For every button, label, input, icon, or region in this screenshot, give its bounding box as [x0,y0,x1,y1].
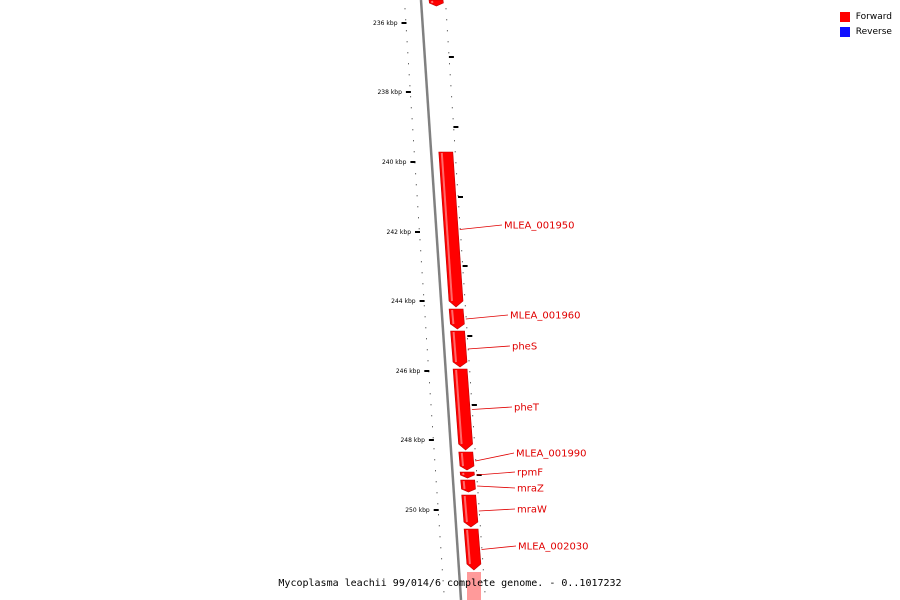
tick-mark-left [402,22,407,24]
gene-label[interactable]: rpmF [517,467,543,479]
guide-dot [406,30,407,31]
guide-dot [414,151,415,152]
guide-dot [472,415,473,416]
guide-dot [465,305,466,306]
guide-dot [473,426,474,427]
guide-dot [454,140,455,141]
guide-dot [462,261,463,262]
tick-label: 248 kbp [400,437,425,444]
guide-dot [438,514,439,515]
tick-mark-left [420,300,425,302]
tick-label: 246 kbp [395,368,421,375]
guide-dot [409,85,410,86]
guide-dot [461,250,462,251]
guide-dot [481,547,482,548]
legend [840,9,892,39]
guide-dot [484,591,485,592]
guide-dot [411,107,412,108]
guide-dot [440,536,441,537]
guide-dot [463,283,464,284]
gene-leader-line [476,472,515,475]
guide-dot [476,470,477,471]
gene-label[interactable]: pheT [514,402,539,414]
guide-dot [420,250,421,251]
gene-leader-line [475,453,514,461]
guide-dot [446,8,447,9]
tick-mark-left [424,370,429,372]
guide-dot [422,283,423,284]
tick-mark-right [449,56,454,58]
guide-dot [464,294,465,295]
tick-mark-left [429,439,434,441]
guide-dot [417,195,418,196]
guide-dot [435,470,436,471]
tick-mark-right [467,335,472,337]
guide-dot [447,30,448,31]
guide-dot [440,547,441,548]
forward-swatch [840,12,850,22]
guide-dot [442,569,443,570]
guide-dot [408,63,409,64]
guide-dot [455,162,456,163]
guide-dot [425,327,426,328]
guide-dot [437,492,438,493]
gene-shade [452,310,453,324]
guide-dot [471,393,472,394]
guide-dot [418,217,419,218]
guide-dot [443,591,444,592]
guide-dot [457,184,458,185]
guide-dot [421,261,422,262]
guide-dot [429,382,430,383]
guide-dot [450,85,451,86]
guide-dot [458,206,459,207]
guide-dot [432,426,433,427]
guide-dot [455,151,456,152]
guide-dot [466,316,467,317]
tick-label: 240 kbp [381,159,407,166]
map-caption: Mycoplasma leachii 99/014/6 complete genome. - 0..1017232 [278,578,622,589]
guide-dot [477,481,478,482]
tick-mark-left [410,161,415,163]
guide-dot [436,481,437,482]
guide-dot [416,184,417,185]
gene-leader-line [479,509,515,511]
tick-mark-right [458,196,463,198]
tick-mark-right [472,404,477,406]
gene-label[interactable]: mraZ [517,483,544,495]
guide-dot [449,63,450,64]
guide-dot [420,239,421,240]
gene-label[interactable]: MLEA_001950 [504,220,575,232]
tick-mark-left [406,91,411,93]
guide-dot [407,41,408,42]
guide-dot [431,415,432,416]
guide-dot [441,558,442,559]
gene-label[interactable]: mraW [517,504,547,516]
guide-dot [448,52,449,53]
gene-leader-line [482,546,517,550]
guide-dot [428,360,429,361]
gene-label[interactable]: MLEA_002030 [518,541,589,553]
guide-dot [463,272,464,273]
guide-dot [451,96,452,97]
guide-dot [475,448,476,449]
guide-dot [481,536,482,537]
guide-dot [474,437,475,438]
guide-dot [417,206,418,207]
gene-arrow-partial[interactable] [429,0,443,6]
guide-dot [424,305,425,306]
legend-item-forward [840,9,892,24]
guide-dot [437,503,438,504]
gene-shade [464,481,465,489]
guide-dot [446,19,447,20]
guide-dot [407,52,408,53]
guide-dot [419,228,420,229]
guide-dot [467,338,468,339]
legend-label-reverse: Reverse [855,26,892,37]
gene-leader-line [460,225,502,230]
gene-label[interactable]: MLEA_001990 [516,448,587,460]
guide-dot [412,129,413,130]
guide-dot [431,404,432,405]
tick-label: 250 kbp [405,507,430,514]
guide-dot [433,437,434,438]
tick-mark-right [463,265,468,267]
gene-shade [462,453,463,466]
tick-label: 236 kbp [373,20,398,27]
gene-label[interactable]: pheS [512,341,538,353]
guide-dot [469,371,470,372]
gene-leader-line [466,315,508,319]
guide-dot [470,382,471,383]
guide-dot [452,107,453,108]
guide-dot [466,327,467,328]
gene-leader-line [468,346,510,349]
guide-dot [409,74,410,75]
gene-label[interactable]: MLEA_001960 [510,310,581,322]
guide-dot [412,118,413,119]
guide-dot [478,492,479,493]
guide-dot [469,360,470,361]
legend-item-reverse [840,24,892,39]
guide-dot [483,569,484,570]
guide-dot [426,338,427,339]
guide-dot [459,217,460,218]
gene-arrow-rpmF[interactable] [460,472,474,478]
guide-dot [453,129,454,130]
tick-mark-right [453,126,458,128]
guide-dot [415,173,416,174]
legend-label-forward: Forward [855,11,892,22]
tick-mark-left [415,231,420,233]
guide-dot [448,41,449,42]
guide-dot [453,118,454,119]
gene-leader-line [472,407,512,410]
guide-dot [405,8,406,9]
guide-dot [434,448,435,449]
guide-dot [456,173,457,174]
guide-dot [439,525,440,526]
guide-dot [434,459,435,460]
guide-dot [422,272,423,273]
tick-label: 238 kbp [377,89,402,96]
guide-dot [482,558,483,559]
guide-dot [450,74,451,75]
guide-dot [480,525,481,526]
tick-mark-left [434,509,439,511]
guide-dot [405,19,406,20]
gene-leader-line [477,486,515,488]
guide-dot [410,96,411,97]
guide-dot [479,514,480,515]
guide-dot [427,349,428,350]
guide-dot [430,393,431,394]
guide-dot [461,239,462,240]
guide-dot [413,140,414,141]
tick-label: 242 kbp [386,229,411,236]
tick-label: 244 kbp [391,298,416,305]
guide-dot [423,294,424,295]
guide-dot [478,503,479,504]
guide-dot [425,316,426,317]
guide-dot [475,459,476,460]
reverse-swatch [840,27,850,37]
